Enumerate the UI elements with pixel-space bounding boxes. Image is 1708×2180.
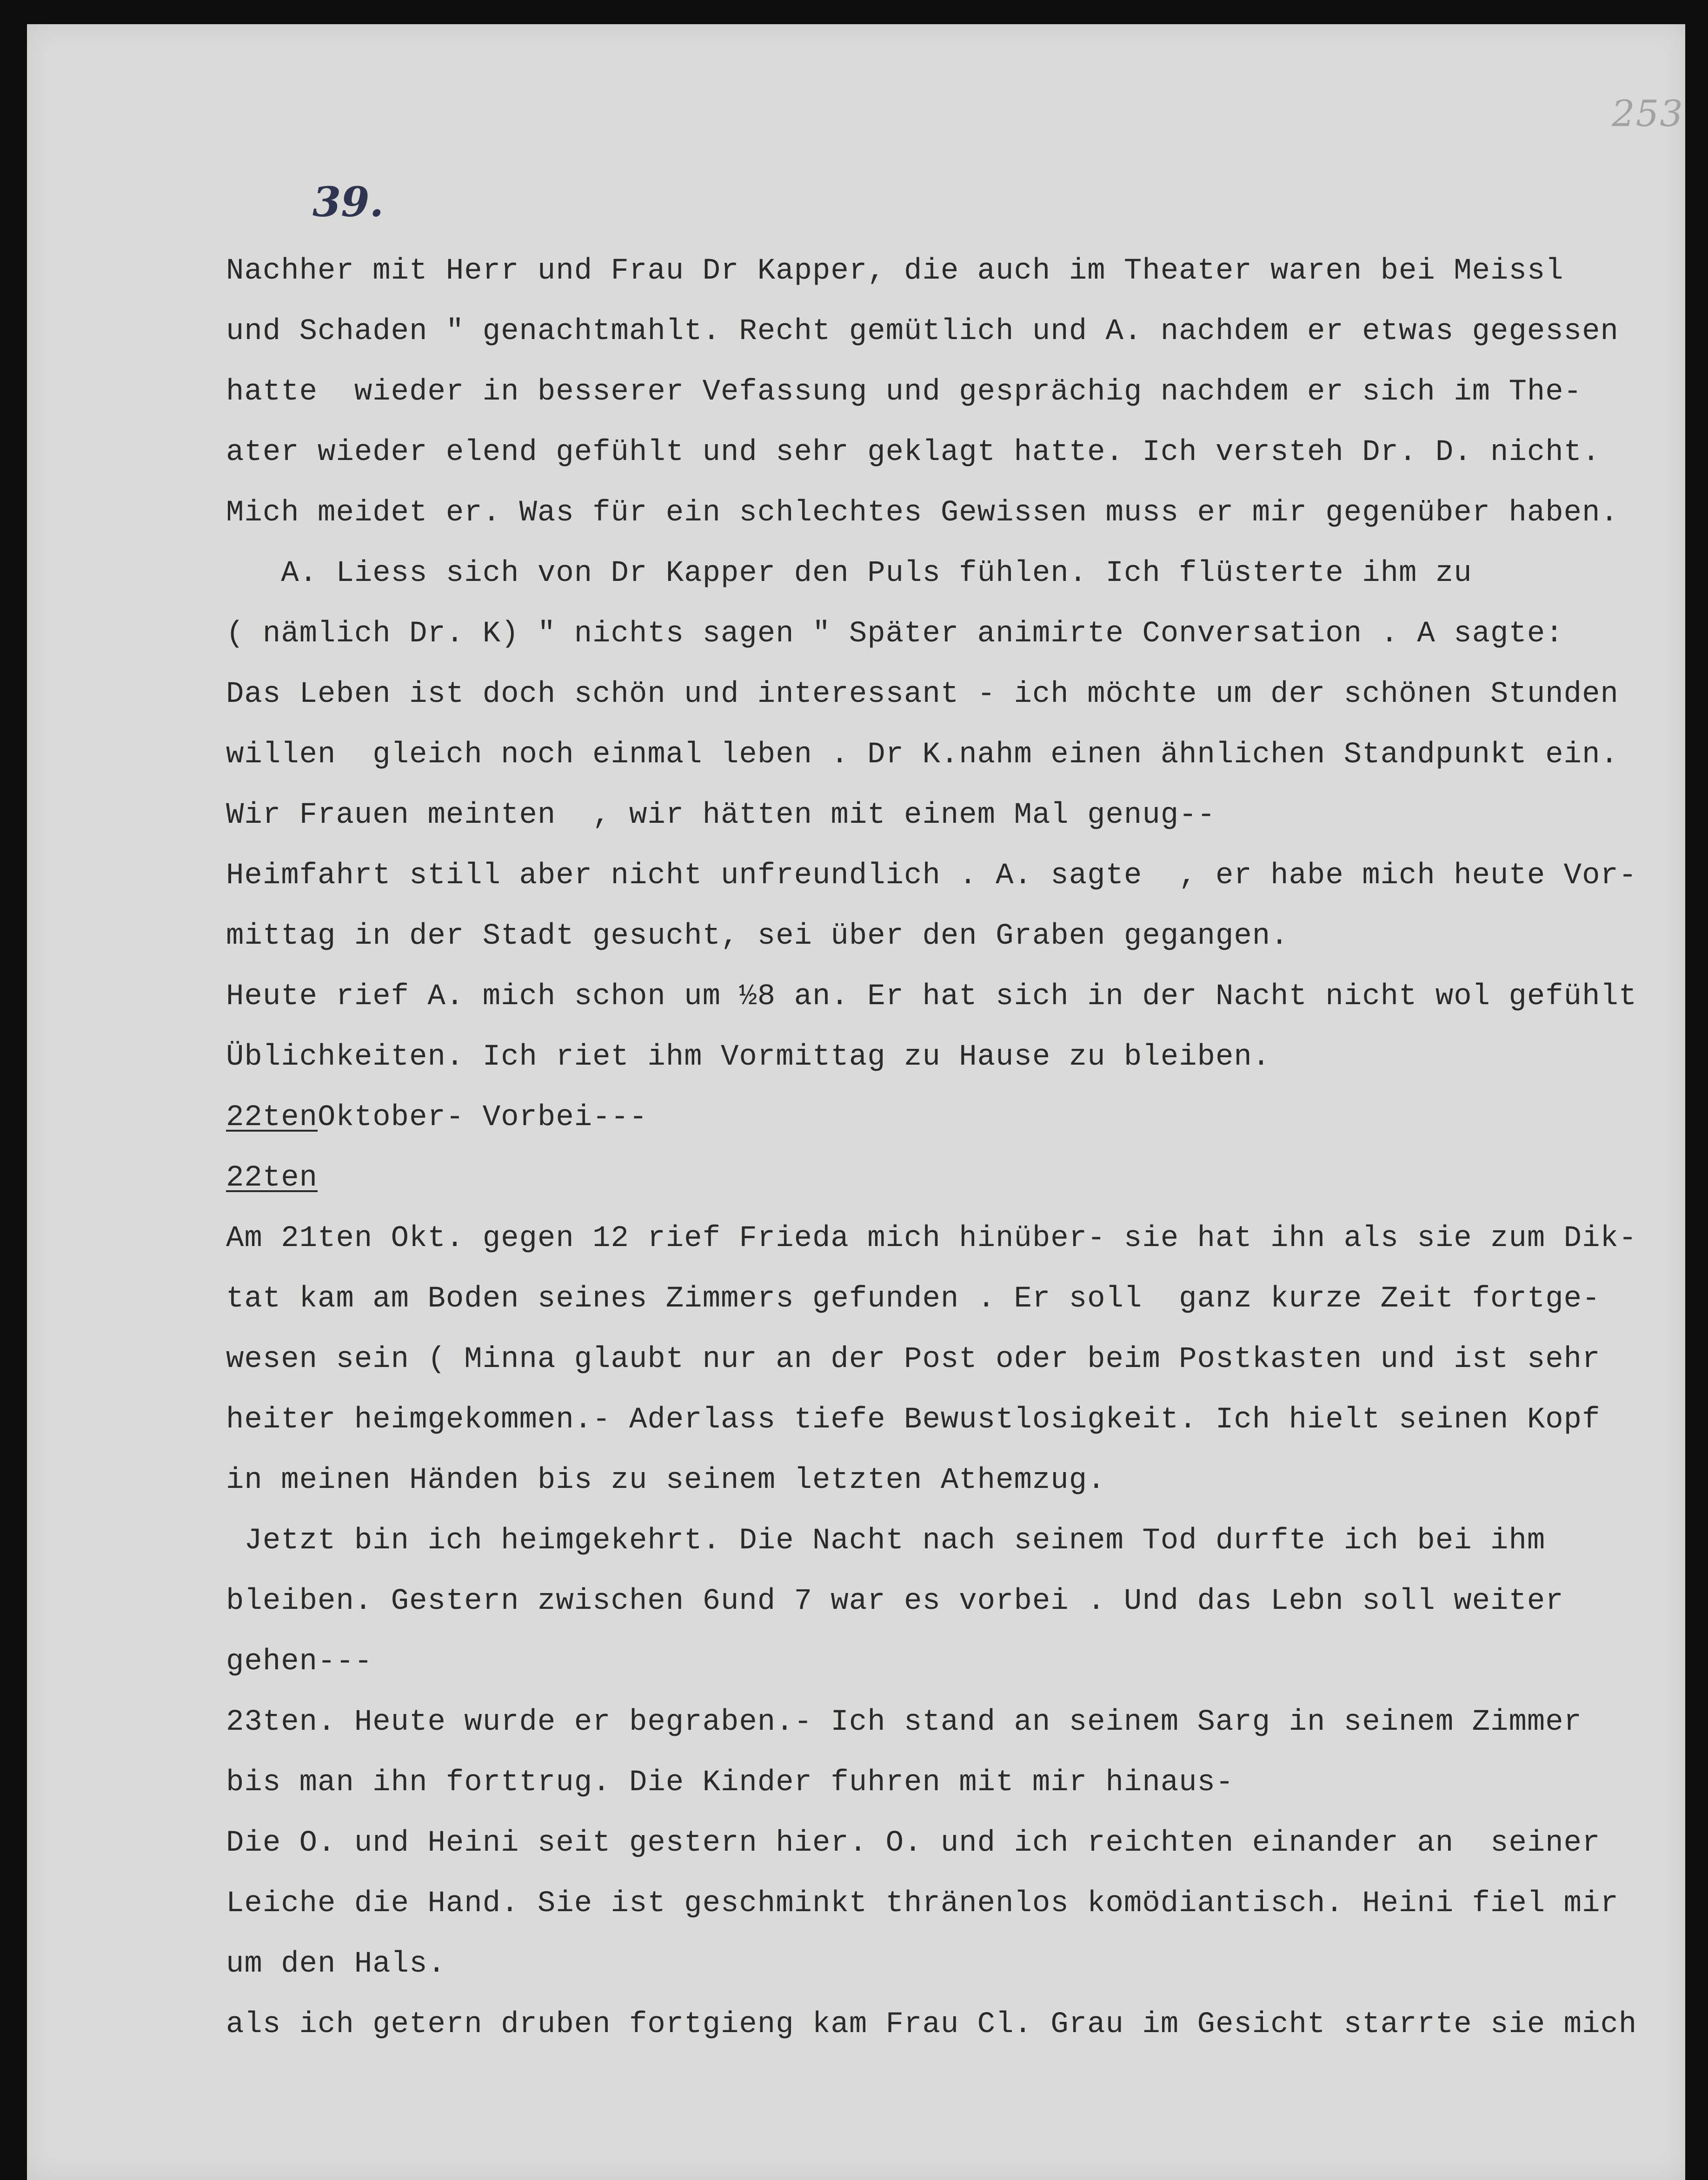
date-heading-22: [226, 1148, 1681, 1208]
text-line: Nachher mit Herr und Frau Dr Kapper, die auch im Theater waren bei Meissl: [226, 254, 1564, 288]
text-line: Heimfahrt still aber nicht unfreundlich . A. sagte , er habe mich heute Vor-: [226, 859, 1637, 893]
text-line: bleiben. Gestern zwischen 6und 7 war es vorbei . Und das Lebn soll weiter: [226, 1585, 1564, 1618]
text-line: Leiche die Hand. Sie ist geschminkt thränenlos komödiantisch. Heini fiel mir: [226, 1887, 1619, 1920]
text-line: gehen---: [226, 1645, 373, 1679]
text-line: bis man ihn forttrug. Die Kinder fuhren mit mir hinaus-: [226, 1766, 1234, 1800]
text-line: heiter heimgekommen.- Aderlass tiefe Bewustlosigkeit. Ich hielt seinen Kopf: [226, 1403, 1601, 1437]
text-line: mittag in der Stadt gesucht, sei über den Graben gegangen.: [226, 920, 1289, 953]
text-line: und Schaden " genachtmahlt. Recht gemütlich und A. nachdem er etwas gegessen: [226, 315, 1619, 348]
text-line: Das Leben ist doch schön und interessant - ich möchte um der schönen Stunden: [226, 678, 1619, 711]
text-line: Wir Frauen meinten , wir hätten mit einem Mal genug--: [226, 799, 1216, 832]
text-line: 23ten. Heute wurde er begraben.- Ich stand an seinem Sarg in seinem Zimmer: [226, 1706, 1582, 1739]
text-line: ( nämlich Dr. K) " nichts sagen " Später animirte Conversation . A sagte:: [226, 617, 1564, 651]
text-line: Üblichkeiten. Ich riet ihm Vormittag zu Hause zu bleiben.: [226, 1040, 1271, 1074]
text-line: als ich getern druben fortgieng kam Frau Cl. Grau im Gesicht starrte sie mich: [226, 2008, 1637, 2041]
text-line: wesen sein ( Minna glaubt nur an der Post oder beim Postkasten und ist sehr: [226, 1343, 1601, 1376]
date-underlined: 22ten: [226, 1161, 318, 1195]
date-rest: Oktober- Vorbei---: [318, 1101, 648, 1134]
text-line: A. Liess sich von Dr Kapper den Puls fühlen. Ich flüsterte ihm zu: [226, 557, 1472, 590]
text-line: willen gleich noch einmal leben . Dr K.nahm einen ähnlichen Standpunkt ein.: [226, 738, 1619, 772]
date-heading-october-22: [226, 1087, 1681, 1148]
text-line: in meinen Händen bis zu seinem letzten Athemzug.: [226, 1464, 1106, 1497]
text-line: Mich meidet er. Was für ein schlechtes Gewissen muss er mir gegenüber haben.: [226, 496, 1619, 530]
sheet-number: 39.: [312, 178, 384, 226]
text-line: Heute rief A. mich schon um ½8 an. Er hat sich in der Nacht nicht wol gefühlt: [226, 980, 1637, 1013]
text-line: um den Hals.: [226, 1947, 446, 1981]
text-line: hatte wieder in besserer Vefassung und gesprächig nachdem er sich im The-: [226, 375, 1582, 409]
typed-text-body: [226, 241, 1681, 2055]
text-line: ater wieder elend gefühlt und sehr geklagt hatte. Ich versteh Dr. D. nicht.: [226, 436, 1601, 469]
archive-page-number: 253: [1612, 93, 1684, 135]
text-line: Jetzt bin ich heimgekehrt. Die Nacht nach seinem Tod durfte ich bei ihm: [226, 1524, 1546, 1558]
text-line: tat kam am Boden seines Zimmers gefunden . Er soll ganz kurze Zeit fortge-: [226, 1282, 1601, 1316]
text-line: Am 21ten Okt. gegen 12 rief Frieda mich hinüber- sie hat ihn als sie zum Dik-: [226, 1222, 1637, 1255]
date-underlined: 22ten: [226, 1101, 318, 1134]
text-line: Die O. und Heini seit gestern hier. O. und ich reichten einander an seiner: [226, 1827, 1601, 1860]
